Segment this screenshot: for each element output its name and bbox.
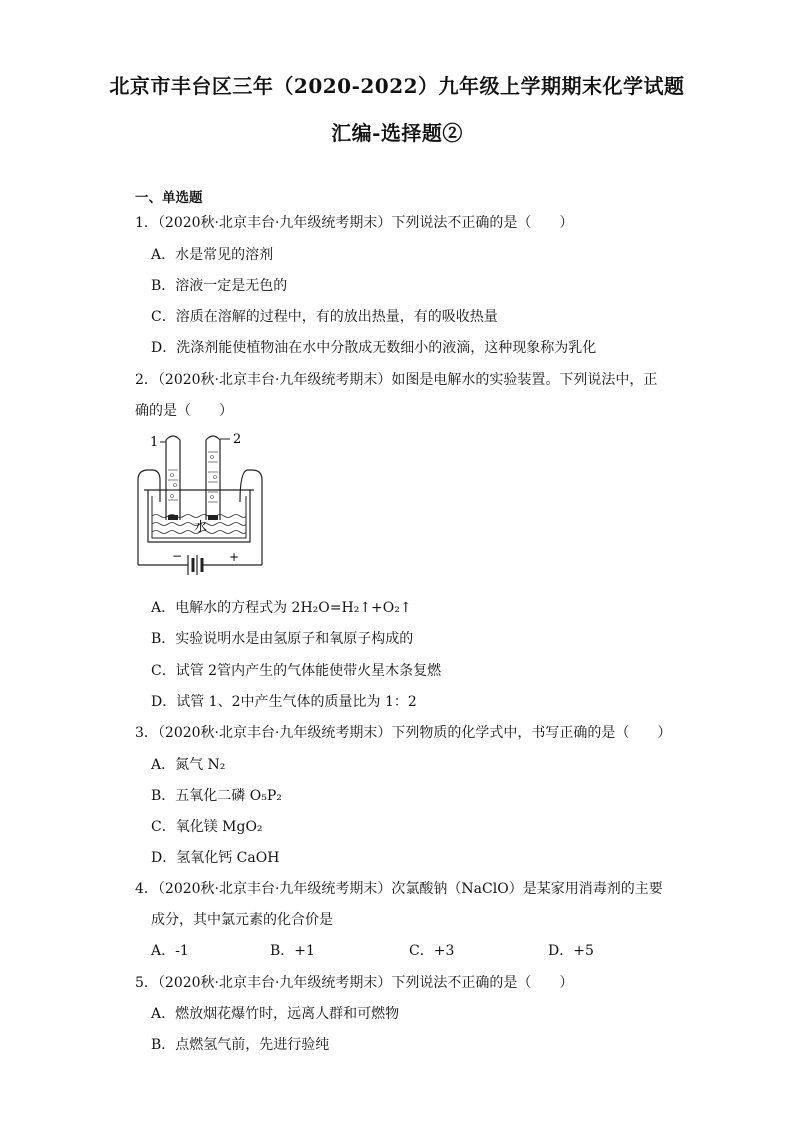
q2-stem-line2: 确的是（ ）	[135, 403, 233, 419]
document-title-line1: 北京市丰台区三年（2020-2022）九年级上学期期末化学试题	[109, 74, 685, 98]
wire-left	[138, 470, 160, 565]
tube-label-2: 2	[233, 432, 242, 447]
q1-stem: 1．（2020秋·北京丰台·九年级统考期末）下列说法不正确的是（ ）	[135, 215, 574, 231]
section-heading: 一、单选题	[135, 190, 203, 206]
q2-option-a: A．电解水的方程式为 2H₂O=H₂↑+O₂↑	[151, 600, 412, 616]
q3-option-d: D．氢氧化钙 CaOH	[151, 850, 280, 866]
battery-icon	[188, 555, 202, 575]
q1-option-b: B．溶液一定是无色的	[151, 278, 288, 294]
q3-option-b: B．五氧化二磷 O₅P₂	[151, 788, 282, 804]
water-label: 水	[194, 520, 208, 535]
q4-stem-line2: 成分，其中氯元素的化合价是	[151, 912, 333, 928]
q1-option-c: C．溶质在溶解的过程中，有的放出热量，有的吸收热量	[151, 309, 498, 325]
q5-option-b: B．点燃氢气前，先进行验纯	[151, 1037, 330, 1053]
document-title-line2: 汇编-选择题②	[331, 121, 463, 145]
q4-option-d: D．+5	[548, 943, 594, 959]
q4-option-a: A．-1	[151, 943, 189, 959]
q5-option-a: A．燃放烟花爆竹时，远离人群和可燃物	[151, 1006, 400, 1022]
q4-option-c: C．+3	[409, 943, 455, 959]
q2-stem-line1: 2．（2020秋·北京丰台·九年级统考期末）如图是电解水的实验装置。下列说法中，正	[135, 372, 658, 388]
minus-sign: −	[172, 549, 183, 563]
q2-option-d: D．试管 1、2中产生气体的质量比为 1：2	[151, 694, 417, 710]
tube-label-1: 1	[150, 435, 159, 450]
q3-stem: 3．（2020秋·北京丰台·九年级统考期末）下列物质的化学式中，书写正确的是（ ）	[135, 725, 672, 741]
q2-option-c: C．试管 2管内产生的气体能使带火星木条复燃	[151, 663, 442, 679]
q5-stem: 5．（2020秋·北京丰台·九年级统考期末）下列说法不正确的是（ ）	[135, 975, 574, 991]
q3-option-c: C．氧化镁 MgO₂	[151, 819, 263, 835]
q4-stem-line1: 4．（2020秋·北京丰台·九年级统考期末）次氯酸钠（NaClO）是某家用消毒剂的主要	[135, 881, 663, 897]
q3-option-a: A．氮气 N₂	[151, 757, 226, 773]
electrolysis-apparatus-figure	[130, 430, 270, 580]
q4-option-b: B．+1	[270, 943, 315, 959]
plus-sign: +	[229, 550, 240, 564]
test-tube-2	[206, 436, 220, 520]
test-tube-1	[166, 436, 180, 520]
q2-option-b: B．实验说明水是由氢原子和氧原子构成的	[151, 631, 414, 647]
q1-option-d: D．洗涤剂能使植物油在水中分散成无数细小的液滴，这种现象称为乳化	[151, 340, 597, 356]
q1-option-a: A．水是常见的溶剂	[151, 247, 274, 263]
